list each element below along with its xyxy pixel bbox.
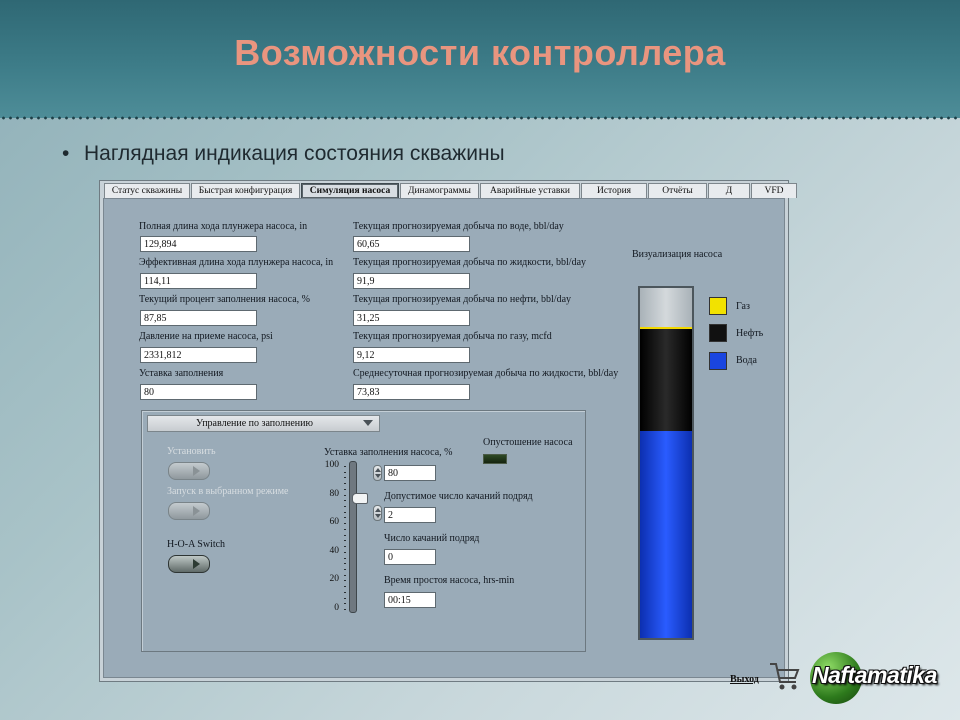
setpoint-spinner[interactable]: [373, 465, 382, 481]
tab-reports[interactable]: Отчёты: [648, 183, 707, 198]
legend-water-label: Вода: [736, 355, 757, 366]
gas-prod-label: Текущая прогнозируемая добыча по газу, mcfd: [353, 331, 552, 342]
tab-pump-simulation[interactable]: Симуляция насоса: [301, 183, 399, 198]
slider-thumb[interactable]: [352, 493, 368, 504]
slider-minor-tick: [344, 506, 346, 507]
oil-prod-label: Текущая прогнозируемая добыча по нефти, bbl/day: [353, 294, 572, 305]
slider-minor-tick: [344, 592, 346, 593]
legend-oil-label: Нефть: [736, 328, 764, 339]
slider-minor-tick: [344, 483, 346, 484]
legend-gas-label: Газ: [736, 301, 750, 312]
idle-time-label: Время простоя насоса, hrs-min: [384, 575, 515, 586]
slider-minor-tick: [344, 512, 346, 513]
slider-minor-tick: [344, 558, 346, 559]
slider-tick-label: 80: [329, 488, 339, 499]
intake-pressure-field[interactable]: 2331,812: [140, 347, 257, 363]
oil-prod-field[interactable]: 31,25: [353, 310, 470, 326]
slider-minor-tick: [344, 586, 346, 587]
company-logo: [768, 650, 943, 710]
slider-minor-tick: [344, 477, 346, 478]
water-prod-field[interactable]: 60,65: [353, 236, 470, 252]
gas-level: [640, 288, 692, 328]
slider-minor-tick: [344, 575, 346, 576]
slider-minor-tick: [344, 529, 346, 530]
slide-title: Возможности контроллера: [234, 32, 726, 73]
pumpoff-label: Опустошение насоса: [483, 437, 573, 448]
liquid-prod-field[interactable]: 91,9: [353, 273, 470, 289]
switch-arrow-icon: [193, 466, 200, 476]
slider-tick-label: 20: [329, 574, 339, 585]
set-switch[interactable]: [168, 462, 210, 480]
chevron-down-icon: [363, 420, 373, 426]
tab-bar: [104, 183, 798, 199]
tab-d[interactable]: Д: [708, 183, 750, 198]
slider-minor-tick: [344, 535, 346, 536]
slider-minor-tick: [344, 466, 346, 467]
fill-control-group: [141, 410, 586, 652]
slider-minor-tick: [344, 546, 346, 547]
slider-minor-tick: [344, 517, 346, 518]
idle-time-field[interactable]: 00:15: [384, 592, 436, 608]
slider-minor-tick: [344, 495, 346, 496]
switch-arrow-icon: [193, 506, 200, 516]
fill-percent-field[interactable]: 87,85: [140, 310, 257, 326]
water-prod-label: Текущая прогнозируемая добыча по воде, bbl/day: [353, 221, 564, 232]
slider-tick-label: 40: [329, 545, 339, 556]
slider-minor-tick: [344, 489, 346, 490]
full-stroke-field[interactable]: 129,894: [140, 236, 257, 252]
slider-tick-label: 60: [329, 517, 339, 528]
set-label: Установить: [167, 446, 216, 457]
slide-header: [0, 0, 960, 118]
slider-minor-tick: [344, 523, 346, 524]
hoa-label: H-O-A Switch: [167, 539, 226, 550]
effective-stroke-field[interactable]: 114,11: [140, 273, 257, 289]
slider-minor-tick: [344, 552, 346, 553]
simulation-panel: [103, 198, 785, 685]
run-mode-switch[interactable]: [168, 502, 210, 520]
legend-gas-swatch: [709, 297, 727, 315]
tab-quick-config[interactable]: Быстрая конфигурация: [191, 183, 300, 198]
exit-link[interactable]: Выход: [730, 674, 759, 685]
legend-oil-swatch: [709, 324, 727, 342]
slider-minor-tick: [344, 563, 346, 564]
full-stroke-label: Полная длина хода плунжера насоса, in: [139, 221, 308, 232]
strokes-label: Число качаний подряд: [384, 533, 480, 544]
slider-minor-tick: [344, 569, 346, 570]
header-divider: [0, 116, 960, 120]
switch-arrow-icon: [193, 559, 200, 569]
liquid-prod-label: Текущая прогнозируемая добыча по жидкости, bbl/day: [353, 257, 587, 268]
fill-percent-label: Текущий процент заполнения насоса, %: [139, 294, 311, 305]
strokes-field[interactable]: 0: [384, 549, 436, 565]
setpoint-field[interactable]: 80: [384, 465, 436, 481]
slider-label: Уставка заполнения насоса, %: [324, 447, 453, 458]
slider-minor-tick: [344, 609, 346, 610]
slider-minor-tick: [344, 580, 346, 581]
logo-wordmark: Naftamatika: [812, 662, 937, 688]
effective-stroke-label: Эффективная длина хода плунжера насоса, in: [139, 257, 334, 268]
bullet-dot: •: [62, 142, 70, 165]
fill-setpoint-slider[interactable]: [349, 461, 357, 613]
slider-minor-tick: [344, 472, 346, 473]
fill-setpoint-field[interactable]: 80: [140, 384, 257, 400]
slider-minor-tick: [344, 598, 346, 599]
bullet-text: Наглядная индикация состояния скважины: [84, 142, 505, 165]
allowed-strokes-label: Допустимое число качаний подряд: [384, 491, 533, 502]
legend-water-swatch: [709, 352, 727, 370]
allowed-strokes-field[interactable]: 2: [384, 507, 436, 523]
allowed-strokes-spinner[interactable]: [373, 505, 382, 521]
visualization-title: Визуализация насоса: [632, 249, 723, 260]
oil-level: [640, 329, 692, 431]
tab-well-status[interactable]: Статус скважины: [104, 183, 190, 198]
control-mode-dropdown[interactable]: [147, 415, 380, 432]
run-mode-label: Запуск в выбранном режиме: [167, 486, 289, 497]
fill-setpoint-label: Уставка заполнения: [139, 368, 224, 379]
tab-alarm-setpoints[interactable]: Аварийные уставки: [480, 183, 580, 198]
intake-pressure-label: Давление на приеме насоса, psi: [139, 331, 273, 342]
gas-prod-field[interactable]: 9,12: [353, 347, 470, 363]
pumpoff-indicator: [483, 454, 507, 464]
tab-vfd[interactable]: VFD: [751, 183, 797, 198]
avg-liquid-prod-field[interactable]: 73,83: [353, 384, 470, 400]
controller-window: [99, 180, 789, 685]
slider-tick-label: 100: [324, 460, 339, 470]
pump-tank: [638, 286, 694, 640]
pump-jack-icon: [768, 658, 802, 692]
tab-history[interactable]: История: [581, 183, 647, 198]
slider-tick-label: 0: [334, 603, 339, 613]
slider-minor-tick: [344, 540, 346, 541]
slider-minor-tick: [344, 500, 346, 501]
avg-liquid-prod-label: Среднесуточная прогнозируемая добыча по жидкости, bbl/day: [353, 368, 619, 379]
hoa-switch[interactable]: [168, 555, 210, 573]
tab-dynamograms[interactable]: Динамограммы: [400, 183, 479, 198]
slider-minor-tick: [344, 603, 346, 604]
water-level: [640, 431, 692, 638]
control-mode-value: Управление по заполнению: [196, 418, 313, 429]
bullet-item: [62, 142, 505, 166]
